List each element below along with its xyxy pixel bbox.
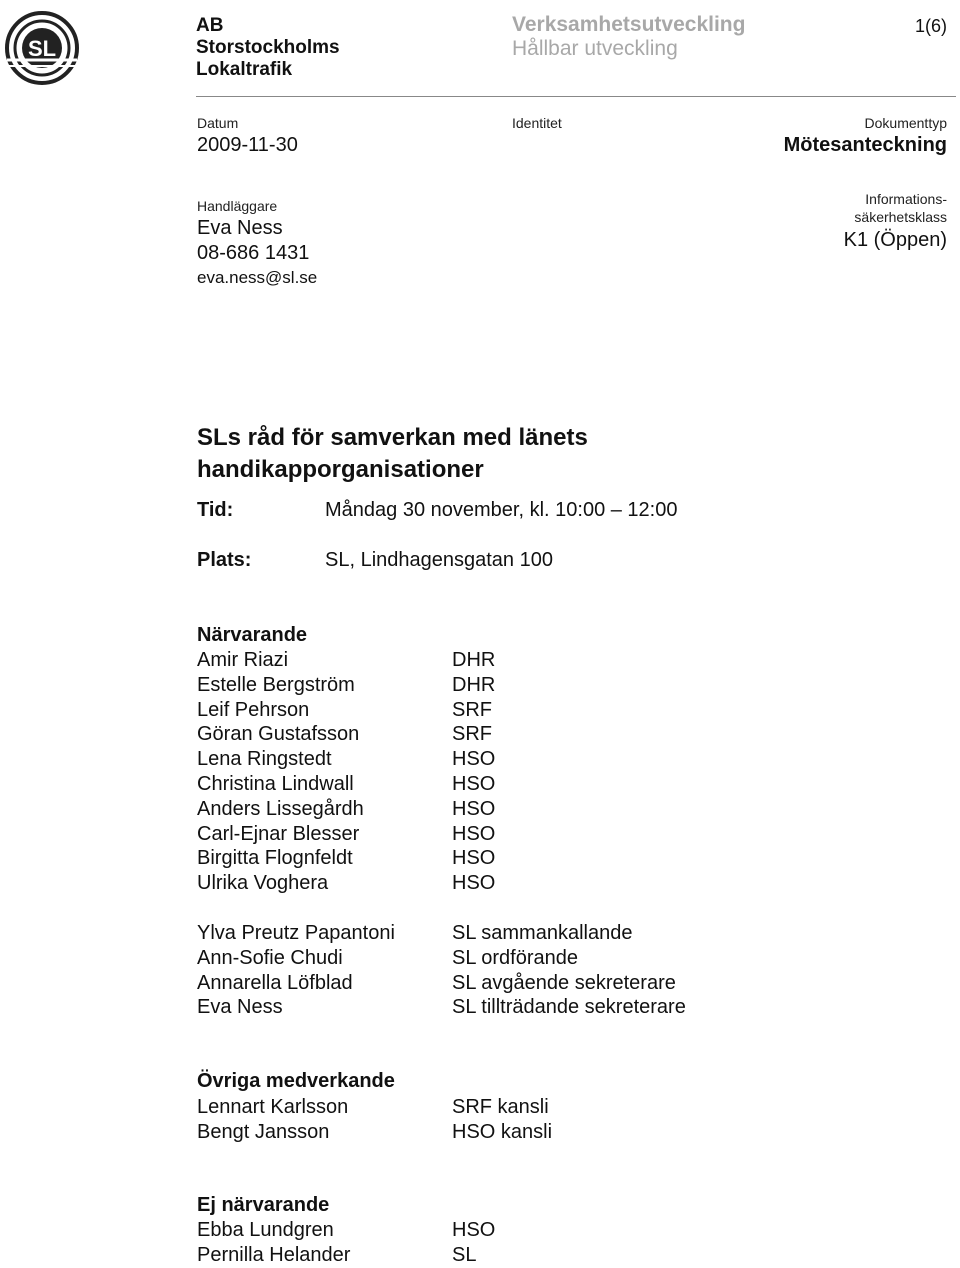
attendee-org: HSO: [452, 1219, 496, 1241]
identitet-label: Identitet: [512, 115, 562, 131]
attendee-org: DHR: [452, 673, 496, 696]
subdepartment: Hållbar utveckling: [512, 37, 678, 60]
document-title: [197, 422, 797, 486]
plats-value: SL, Lindhagensgatan 100: [325, 549, 553, 571]
attendee-org: SRF kansli: [452, 1096, 549, 1118]
attendee-name: Leif Pehrson: [197, 698, 310, 721]
attendee-org: SRF: [452, 698, 492, 721]
attendee-name: Ulrika Voghera: [197, 872, 329, 895]
attendee-org: HSO: [452, 847, 496, 870]
attendee-name: Annarella Löfblad: [197, 971, 353, 994]
attendee-org: HSO: [452, 822, 496, 845]
page-number: 1(6): [914, 16, 947, 36]
svg-text:SL: SL: [27, 36, 57, 61]
ej-narvarande-orgs: [452, 1218, 495, 1268]
tid-value: Måndag 30 november, kl. 10:00 – 12:00: [325, 499, 678, 521]
narvarande-orgs-1: [452, 648, 495, 896]
infoklass-label-line: säkerhetsklass: [854, 209, 947, 225]
attendee-name: Pernilla Helander: [197, 1243, 351, 1266]
attendee-name: Christina Lindwall: [197, 772, 354, 795]
attendee-org: HSO: [452, 797, 496, 820]
tid-label: Tid:: [197, 499, 234, 521]
attendee-org: SL: [452, 1243, 477, 1266]
attendee-org: SL avgående sekreterare: [452, 971, 676, 994]
infoklass-label: [854, 190, 947, 226]
datum-value: 2009-11-30: [197, 134, 298, 156]
attendee-org: SL tillträdande sekreterare: [452, 996, 686, 1019]
company-line: Storstockholms: [196, 37, 340, 58]
ovriga-names: [197, 1095, 348, 1145]
header-divider: [196, 96, 956, 97]
handlaggare-name: Eva Ness: [197, 217, 283, 239]
attendee-org: SL sammankallande: [452, 922, 633, 944]
attendee-name: Eva Ness: [197, 996, 283, 1019]
attendee-org: HSO: [452, 872, 496, 895]
department-block: [512, 13, 745, 61]
ovriga-orgs: [452, 1095, 552, 1145]
attendee-name: Amir Riazi: [197, 649, 289, 671]
handlaggare-label: Handläggare: [197, 198, 278, 214]
attendee-org: HSO: [452, 748, 496, 771]
attendee-name: Estelle Bergström: [197, 673, 355, 696]
ovriga-heading: Övriga medverkande: [197, 1070, 395, 1092]
narvarande-heading: Närvarande: [197, 624, 308, 646]
attendee-name: Bengt Jansson: [197, 1120, 330, 1143]
sl-logo: [2, 8, 82, 88]
attendee-name: Lennart Karlsson: [197, 1096, 349, 1118]
company-line: AB: [196, 15, 224, 36]
handlaggare-phone: 08-686 1431: [197, 242, 310, 264]
dokumenttyp-label: Dokumenttyp: [864, 115, 947, 131]
department: Verksamhetsutveckling: [512, 13, 746, 36]
handlaggare-email: eva.ness@sl.se: [197, 268, 318, 287]
attendee-org: HSO kansli: [452, 1120, 553, 1143]
narvarande-names-2: [197, 921, 395, 1020]
attendee-org: SL ordförande: [452, 946, 579, 969]
company-line: Lokaltrafik: [196, 59, 293, 80]
attendee-org: SRF: [452, 723, 492, 746]
attendee-name: Ebba Lundgren: [197, 1219, 334, 1241]
narvarande-names-1: [197, 648, 364, 896]
infoklass-label-line: Informations-: [865, 191, 947, 207]
attendee-name: Anders Lissegårdh: [197, 797, 364, 820]
plats-label: Plats:: [197, 549, 252, 571]
attendee-name: Ylva Preutz Papantoni: [197, 922, 395, 944]
attendee-org: DHR: [452, 649, 496, 671]
datum-label: Datum: [197, 115, 239, 131]
attendee-name: Göran Gustafsson: [197, 723, 360, 746]
attendee-name: Carl-Ejnar Blesser: [197, 822, 360, 845]
ej-narvarande-heading: Ej närvarande: [197, 1194, 330, 1216]
infoklass-value: K1 (Öppen): [843, 229, 947, 251]
title-line: handikapporganisationer: [197, 456, 484, 483]
attendee-name: Ann-Sofie Chudi: [197, 946, 343, 969]
attendee-name: Birgitta Flognfeldt: [197, 847, 353, 870]
company-name: [196, 15, 340, 81]
dokumenttyp-value: Mötesanteckning: [783, 134, 947, 156]
attendee-name: Lena Ringstedt: [197, 748, 332, 771]
title-line: SLs råd för samverkan med länets: [197, 424, 588, 451]
ej-narvarande-names: [197, 1218, 350, 1268]
narvarande-orgs-2: [452, 921, 686, 1020]
attendee-org: HSO: [452, 772, 496, 795]
